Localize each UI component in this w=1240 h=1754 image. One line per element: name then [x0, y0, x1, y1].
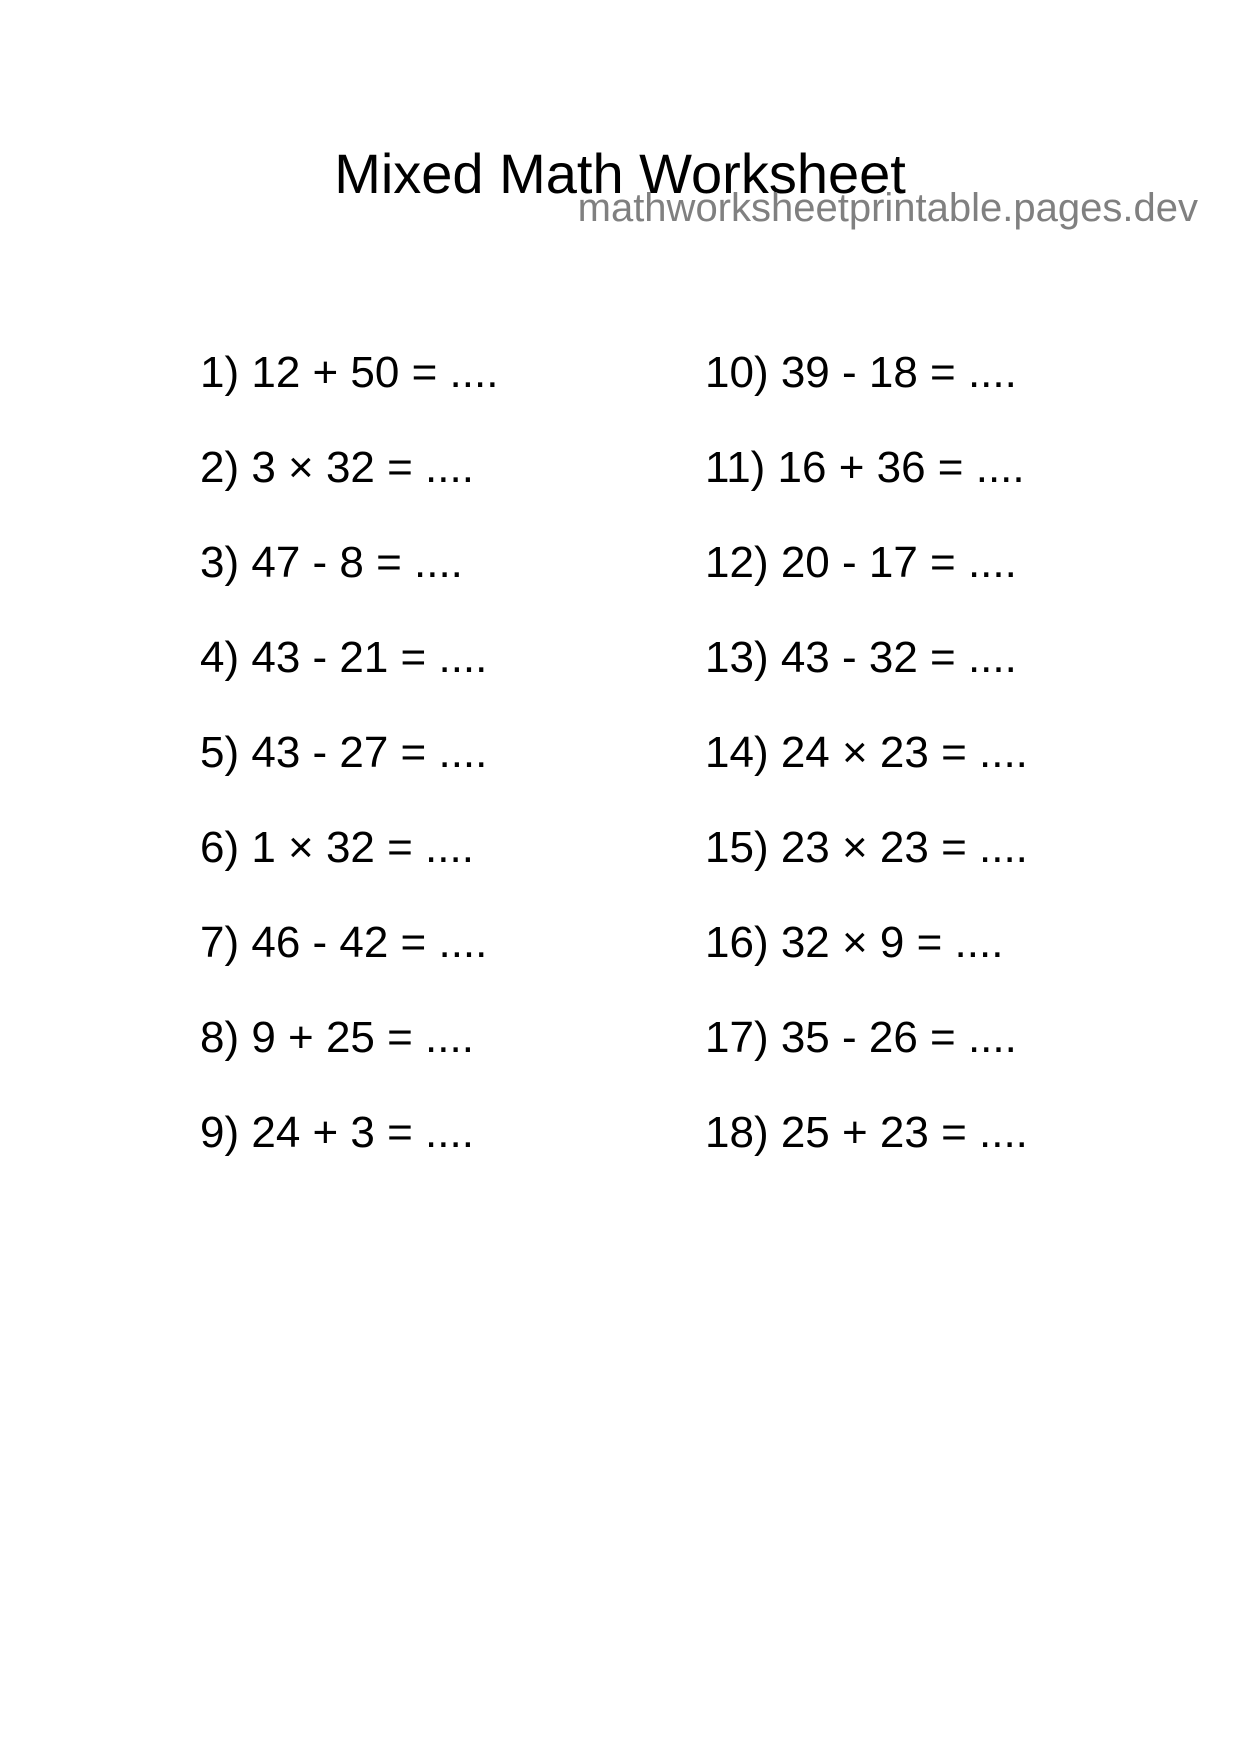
problem-10: 10) 39 - 18 = .... — [705, 348, 1017, 397]
problem-7: 7) 46 - 42 = .... — [200, 918, 488, 967]
problem-16: 16) 32 × 9 = .... — [705, 918, 1004, 967]
problem-4: 4) 43 - 21 = .... — [200, 633, 488, 682]
problem-8: 8) 9 + 25 = .... — [200, 1013, 474, 1062]
problem-1: 1) 12 + 50 = .... — [200, 348, 499, 397]
problem-17: 17) 35 - 26 = .... — [705, 1013, 1017, 1062]
problem-2: 2) 3 × 32 = .... — [200, 443, 474, 492]
worksheet-title: Mixed Math Worksheet — [334, 141, 906, 205]
problem-9: 9) 24 + 3 = .... — [200, 1108, 474, 1157]
problem-15: 15) 23 × 23 = .... — [705, 823, 1028, 872]
problem-column-left — [200, 343, 498, 1198]
problem-18: 18) 25 + 23 = .... — [705, 1108, 1028, 1157]
source-url: mathworksheetprintable.pages.dev — [577, 186, 1198, 230]
problem-6: 6) 1 × 32 = .... — [200, 823, 474, 872]
problem-11: 11) 16 + 36 = .... — [705, 443, 1025, 492]
problem-14: 14) 24 × 23 = .... — [705, 728, 1028, 777]
problem-3: 3) 47 - 8 = .... — [200, 538, 463, 587]
problem-5: 5) 43 - 27 = .... — [200, 728, 488, 777]
problem-12: 12) 20 - 17 = .... — [705, 538, 1017, 587]
problem-13: 13) 43 - 32 = .... — [705, 633, 1017, 682]
problem-column-right — [705, 343, 1028, 1198]
